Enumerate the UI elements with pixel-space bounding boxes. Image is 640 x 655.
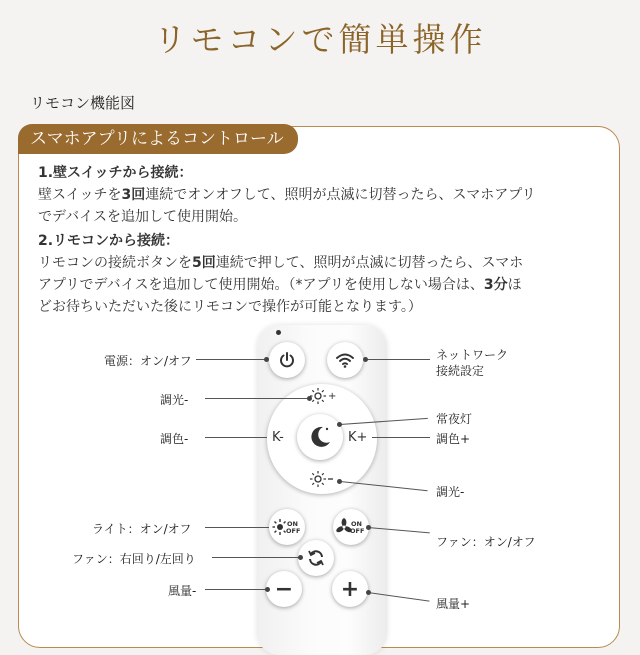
line-5-a: リモコンの接続ボタンを: [38, 255, 192, 271]
line-6-a: アプリでデバイスを追加して使用開始。（*アプリを使用しない場合は、: [38, 277, 484, 293]
instruction-heading-2: [38, 230, 179, 252]
callout-line-power: [196, 359, 266, 360]
instruction-line-7: どお待ちいただいた後にリモコンで操作が可能となります。）: [38, 299, 422, 315]
callout-line-light: [205, 527, 269, 528]
line-2-b: 3回: [121, 187, 146, 203]
callout-dot-bright-down: [337, 479, 342, 484]
light-on-text: ON: [287, 520, 298, 528]
moon-icon: [297, 414, 343, 460]
label-bright-down: 調光-: [436, 485, 465, 499]
line-6-b: 3分: [483, 277, 508, 293]
brightness-up-button[interactable]: [309, 387, 335, 409]
wifi-icon: [335, 351, 355, 369]
label-fan-onoff: ファン：オン/オフ: [436, 535, 536, 549]
label-light-onoff: ライト：オン/オフ: [92, 522, 192, 536]
callout-line-bright-up: [205, 398, 310, 399]
light-icon: [272, 516, 302, 538]
label-wind-minus: 風量-: [168, 584, 197, 598]
callout-dot-network: [363, 357, 368, 362]
callout-dot-fan-dir: [298, 555, 303, 560]
indicator-led: [276, 330, 281, 335]
page-title: リモコンで簡単操作: [153, 20, 487, 59]
callout-dot-power: [264, 357, 269, 362]
instruction-heading-1: [38, 162, 193, 184]
sun-plus-icon: [309, 387, 335, 405]
label-power: 電源：オン/オフ: [104, 354, 192, 368]
label-wind-plus: 風量+: [436, 597, 471, 611]
callout-dot-wind-plus: [366, 590, 371, 595]
callout-dot-wind-minus: [265, 587, 270, 592]
light-onoff-button[interactable]: [269, 509, 305, 545]
fan-on-text: ON: [351, 520, 362, 528]
power-icon: [278, 351, 296, 369]
label-network-1: ネットワーク: [436, 348, 509, 362]
light-off-text: OFF: [286, 527, 301, 535]
power-button[interactable]: [269, 342, 305, 378]
callout-dot-bright-up: [307, 396, 312, 401]
fan-icon: [336, 516, 366, 538]
callout-dot-night: [337, 422, 342, 427]
line-6-c: ほ: [507, 277, 522, 293]
section-tab: スマホアプリによるコントロール: [18, 124, 298, 154]
instruction-line-3: でデバイスを追加して使用開始。: [38, 209, 248, 225]
sun-minus-icon: [309, 470, 335, 488]
fan-off-text: OFF: [350, 527, 365, 535]
callout-line-color-minus: [205, 437, 267, 438]
label-color-plus: 調色+: [436, 432, 471, 446]
page-subtitle: リモコン機能図: [30, 94, 136, 112]
fan-onoff-button[interactable]: [333, 509, 369, 545]
line-2-a: 壁スイッチを: [38, 187, 122, 203]
line-5-c: 連続で押して、照明が点滅に切替ったら、スマホ: [215, 255, 524, 271]
callout-line-network: [365, 359, 430, 360]
label-bright-up: 調光-: [160, 393, 189, 407]
label-night: 常夜灯: [436, 412, 473, 426]
wind-minus-button[interactable]: −: [266, 571, 302, 607]
callout-line-color-plus: [372, 437, 430, 438]
callout-line-wind-minus: [205, 589, 267, 590]
line-5-b: 5回: [192, 255, 216, 271]
network-button[interactable]: [327, 342, 363, 378]
heading-2-text: 2.リモコンから接続：: [38, 233, 180, 249]
instruction-line-5: [38, 252, 523, 274]
night-light-button[interactable]: [297, 414, 343, 460]
wind-plus-button[interactable]: +: [332, 571, 368, 607]
label-color-minus: 調色-: [160, 432, 189, 446]
label-network-2: 接続設定: [436, 364, 485, 378]
brightness-down-button[interactable]: [309, 470, 335, 492]
color-plus-button[interactable]: K+: [348, 430, 368, 445]
color-minus-button[interactable]: K-: [272, 430, 284, 445]
label-fan-direction: ファン：右回り/左回り: [72, 552, 196, 566]
instruction-line-2: [38, 184, 536, 206]
instruction-line-6: [38, 274, 522, 296]
rotate-icon: [306, 548, 326, 568]
heading-1-text: 1.壁スイッチから接続：: [38, 165, 193, 181]
line-2-c: 連続でオンオフして、照明が点滅に切替ったら、スマホアプリ: [145, 187, 536, 203]
callout-line-fan-dir: [212, 557, 300, 558]
callout-dot-fan: [366, 525, 371, 530]
svg-text:+: +: [328, 391, 337, 402]
fan-direction-button[interactable]: [298, 540, 334, 576]
